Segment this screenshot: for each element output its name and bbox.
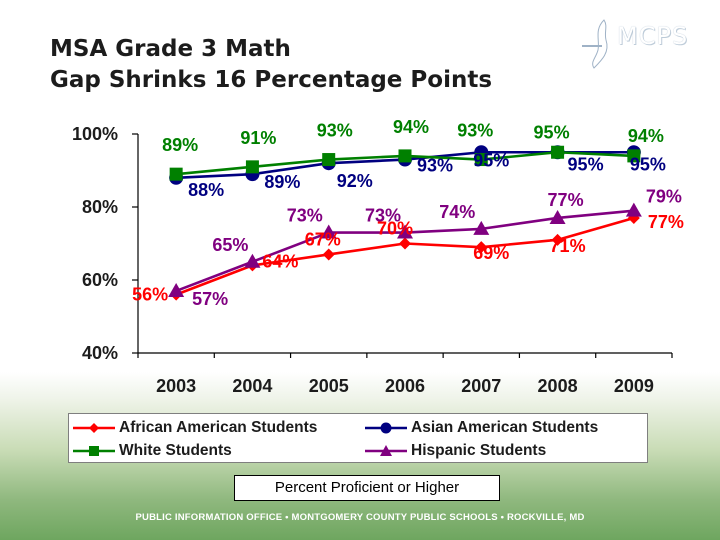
data-label: 67% — [304, 229, 341, 250]
data-label: 70% — [376, 218, 414, 239]
data-label: 64% — [262, 251, 299, 272]
x-tick-label: 2004 — [232, 376, 273, 396]
data-point-square — [551, 146, 564, 159]
data-label: 73% — [286, 205, 323, 226]
data-point-diamond — [399, 238, 411, 250]
data-label: 88% — [188, 179, 225, 200]
data-label: 93% — [316, 120, 353, 141]
x-tick-label: 2006 — [384, 376, 426, 396]
logo-text: MCPS — [617, 22, 689, 50]
data-label: 89% — [162, 135, 199, 156]
data-label: 93% — [457, 120, 494, 141]
x-tick-label: 2003 — [156, 376, 197, 396]
data-label: 95% — [629, 154, 666, 175]
data-label: 94% — [627, 125, 664, 146]
title-line-2: Gap Shrinks 16 Percentage Points — [50, 67, 493, 93]
legend-marker-circle — [365, 421, 407, 435]
slide-footer: PUBLIC INFORMATION OFFICE • MONTGOMERY COUNTY PUBLIC SCHOOLS • ROCKVILLE, MD — [135, 512, 585, 523]
x-tick-label: 2005 — [308, 376, 349, 396]
data-point-square — [170, 168, 183, 181]
legend-label: Asian American Students — [411, 419, 599, 436]
data-label: 71% — [549, 235, 586, 256]
data-point-square — [246, 160, 259, 173]
y-tick-label: 80% — [81, 197, 118, 217]
data-label: 77% — [647, 211, 684, 232]
data-label: 91% — [240, 127, 277, 148]
data-label: 79% — [645, 186, 682, 207]
data-point-triangle — [626, 203, 642, 217]
y-tick-label: 60% — [81, 270, 118, 290]
legend-label: African American Students — [119, 419, 318, 436]
data-label: 77% — [547, 189, 584, 210]
data-point-diamond — [323, 248, 335, 260]
data-label: 73% — [364, 205, 402, 226]
data-label: 69% — [473, 243, 510, 264]
legend-label: Hispanic Students — [411, 442, 547, 459]
legend-item-white — [73, 441, 232, 461]
data-point-square — [399, 149, 412, 162]
legend-marker-triangle — [365, 444, 407, 458]
legend-item-asian-american — [365, 418, 598, 438]
y-tick-label: 100% — [71, 124, 118, 144]
x-tick-label: 2009 — [613, 376, 654, 396]
x-tick-label: 2007 — [461, 376, 502, 396]
data-label: 93% — [416, 155, 454, 176]
legend-marker-diamond — [73, 421, 115, 435]
data-label: 74% — [439, 201, 476, 222]
data-label: 95% — [473, 150, 510, 171]
data-label: 95% — [567, 154, 604, 175]
data-label: 56% — [132, 284, 169, 305]
legend-item-hispanic — [365, 441, 546, 461]
chart-caption: Percent Proficient or Higher — [234, 475, 500, 501]
data-label: 89% — [264, 172, 301, 193]
legend-label: White Students — [119, 442, 232, 459]
data-label: 65% — [212, 234, 249, 255]
legend-marker-square — [73, 444, 115, 458]
legend-item-african-american — [73, 418, 317, 438]
x-tick-label: 2008 — [537, 376, 578, 396]
chart-legend — [68, 413, 648, 463]
data-label: 57% — [192, 288, 229, 309]
data-label: 94% — [392, 116, 430, 137]
data-label: 95% — [533, 122, 570, 143]
title-line-1: MSA Grade 3 Math — [50, 36, 291, 62]
data-label: 92% — [336, 171, 373, 192]
data-point-square — [322, 153, 335, 166]
y-tick-label: 40% — [81, 343, 118, 363]
